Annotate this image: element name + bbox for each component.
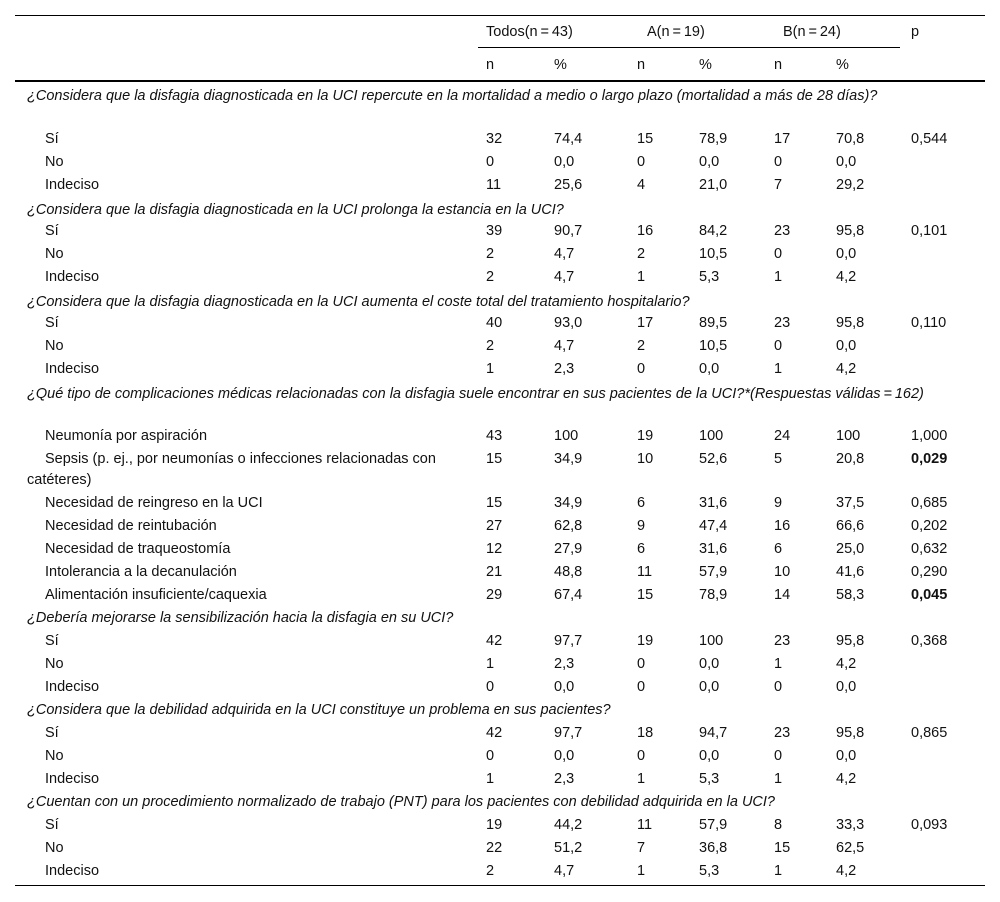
count-cell: 24 xyxy=(774,428,791,444)
question-text: ¿Considera que la debilidad adquirida en la UCI constituye un problema en sus pacientes? xyxy=(27,702,611,718)
percent-cell: 97,7 xyxy=(554,725,583,741)
percent-cell: 36,8 xyxy=(699,840,728,856)
percent-cell: 84,2 xyxy=(699,223,728,239)
count-cell: 6 xyxy=(637,495,646,511)
count-cell: 10 xyxy=(637,451,654,467)
percent-cell: 25,0 xyxy=(836,541,865,557)
count-cell: 1 xyxy=(486,361,495,377)
count-cell: 0 xyxy=(774,748,783,764)
percent-cell: 44,2 xyxy=(554,817,583,833)
count-cell: 1 xyxy=(637,269,646,285)
subheader-pct: % xyxy=(699,57,712,73)
count-cell: 17 xyxy=(637,315,654,331)
percent-cell: 4,2 xyxy=(836,269,857,285)
p-value-cell: 0,544 xyxy=(911,131,948,147)
percent-cell: 95,8 xyxy=(836,633,865,649)
percent-cell: 0,0 xyxy=(836,338,857,354)
count-cell: 2 xyxy=(486,338,495,354)
p-value-cell: 0,110 xyxy=(911,315,947,331)
percent-cell: 58,3 xyxy=(836,587,865,603)
count-cell: 0 xyxy=(774,154,783,170)
percent-cell: 100 xyxy=(554,428,579,444)
percent-cell: 52,6 xyxy=(699,451,728,467)
percent-cell: 94,7 xyxy=(699,725,728,741)
p-value-cell: 0,202 xyxy=(911,518,948,534)
count-cell: 10 xyxy=(774,564,791,580)
percent-cell: 89,5 xyxy=(699,315,728,331)
percent-cell: 95,8 xyxy=(836,725,865,741)
p-value-cell: 1,000 xyxy=(911,428,948,444)
row-label: Necesidad de reintubación xyxy=(45,518,217,534)
p-value-cell: 0,368 xyxy=(911,633,948,649)
percent-cell: 33,3 xyxy=(836,817,865,833)
row-label: No xyxy=(45,154,64,170)
subheader-pct: % xyxy=(554,57,567,73)
percent-cell: 31,6 xyxy=(699,495,728,511)
percent-cell: 4,7 xyxy=(554,338,575,354)
row-label: Sí xyxy=(45,817,59,833)
count-cell: 15 xyxy=(774,840,791,856)
percent-cell: 78,9 xyxy=(699,131,728,147)
row-label: No xyxy=(45,656,64,672)
count-cell: 42 xyxy=(486,633,503,649)
percent-cell: 29,2 xyxy=(836,177,865,193)
count-cell: 2 xyxy=(637,338,646,354)
percent-cell: 10,5 xyxy=(699,338,728,354)
count-cell: 0 xyxy=(486,154,495,170)
count-cell: 42 xyxy=(486,725,503,741)
row-label: No xyxy=(45,748,64,764)
count-cell: 11 xyxy=(637,817,653,833)
percent-cell: 20,8 xyxy=(836,451,865,467)
count-cell: 6 xyxy=(637,541,646,557)
header-rule xyxy=(15,80,985,82)
count-cell: 9 xyxy=(774,495,783,511)
percent-cell: 41,6 xyxy=(836,564,865,580)
count-cell: 0 xyxy=(637,154,646,170)
bottom-rule xyxy=(15,885,985,886)
percent-cell: 5,3 xyxy=(699,771,720,787)
percent-cell: 25,6 xyxy=(554,177,583,193)
subheader-n: n xyxy=(637,57,646,73)
p-value-cell: 0,045 xyxy=(911,587,948,603)
p-value-cell: 0,101 xyxy=(911,223,948,239)
percent-cell: 0,0 xyxy=(699,679,720,695)
group-underline xyxy=(478,47,900,48)
count-cell: 39 xyxy=(486,223,503,239)
question-text: ¿Debería mejorarse la sensibilización hacia la disfagia en su UCI? xyxy=(27,610,454,626)
percent-cell: 0,0 xyxy=(836,154,857,170)
count-cell: 2 xyxy=(486,246,495,262)
percent-cell: 2,3 xyxy=(554,656,575,672)
group-header-a: A(n = 19) xyxy=(647,24,705,40)
question-text: ¿Considera que la disfagia diagnosticada en la UCI repercute en la mortalidad a medio o largo plazo (mortalidad a más de 28 días)? xyxy=(27,88,878,104)
percent-cell: 2,3 xyxy=(554,771,575,787)
group-header-todos: Todos(n = 43) xyxy=(486,24,573,40)
row-label: Neumonía por aspiración xyxy=(45,428,208,444)
percent-cell: 4,7 xyxy=(554,269,575,285)
count-cell: 4 xyxy=(637,177,646,193)
top-rule xyxy=(15,15,985,16)
row-label: Indeciso xyxy=(45,771,100,787)
subheader-pct: % xyxy=(836,57,849,73)
percent-cell: 0,0 xyxy=(554,748,575,764)
count-cell: 9 xyxy=(637,518,646,534)
percent-cell: 37,5 xyxy=(836,495,865,511)
count-cell: 16 xyxy=(637,223,654,239)
percent-cell: 67,4 xyxy=(554,587,583,603)
question-text: ¿Qué tipo de complicaciones médicas relacionadas con la disfagia suele encontrar en sus pacientes de la UCI?*(Respuestas válidas = 162) xyxy=(27,386,924,402)
count-cell: 19 xyxy=(637,633,654,649)
count-cell: 16 xyxy=(774,518,791,534)
count-cell: 1 xyxy=(486,771,495,787)
count-cell: 11 xyxy=(637,564,653,580)
percent-cell: 5,3 xyxy=(699,863,720,879)
row-label: Alimentación insuficiente/caquexia xyxy=(45,587,267,603)
percent-cell: 0,0 xyxy=(836,246,857,262)
row-label: Indeciso xyxy=(45,863,100,879)
percent-cell: 90,7 xyxy=(554,223,583,239)
count-cell: 2 xyxy=(637,246,646,262)
count-cell: 1 xyxy=(774,269,783,285)
row-label: No xyxy=(45,338,64,354)
count-cell: 0 xyxy=(774,338,783,354)
count-cell: 15 xyxy=(486,495,503,511)
percent-cell: 34,9 xyxy=(554,451,583,467)
percent-cell: 4,7 xyxy=(554,863,575,879)
row-label: Sí xyxy=(45,633,59,649)
count-cell: 0 xyxy=(637,361,646,377)
question-text: ¿Cuentan con un procedimiento normalizado de trabajo (PNT) para los pacientes con debilidad adquirida en la UCI? xyxy=(27,794,775,810)
percent-cell: 0,0 xyxy=(836,748,857,764)
subheader-n: n xyxy=(774,57,783,73)
percent-cell: 27,9 xyxy=(554,541,583,557)
count-cell: 1 xyxy=(637,863,646,879)
percent-cell: 31,6 xyxy=(699,541,728,557)
count-cell: 18 xyxy=(637,725,654,741)
percent-cell: 4,2 xyxy=(836,863,857,879)
question-text: ¿Considera que la disfagia diagnosticada en la UCI prolonga la estancia en la UCI? xyxy=(27,202,564,218)
percent-cell: 0,0 xyxy=(554,679,575,695)
count-cell: 6 xyxy=(774,541,783,557)
p-value-cell: 0,290 xyxy=(911,564,948,580)
percent-cell: 21,0 xyxy=(699,177,728,193)
p-value-cell: 0,632 xyxy=(911,541,948,557)
count-cell: 15 xyxy=(637,587,654,603)
count-cell: 0 xyxy=(637,656,646,672)
percent-cell: 2,3 xyxy=(554,361,575,377)
row-label: Indeciso xyxy=(45,177,100,193)
count-cell: 2 xyxy=(486,863,495,879)
percent-cell: 47,4 xyxy=(699,518,728,534)
percent-cell: 78,9 xyxy=(699,587,728,603)
count-cell: 1 xyxy=(774,863,783,879)
percent-cell: 4,7 xyxy=(554,246,575,262)
count-cell: 17 xyxy=(774,131,791,147)
percent-cell: 0,0 xyxy=(836,679,857,695)
percent-cell: 4,2 xyxy=(836,656,857,672)
count-cell: 27 xyxy=(486,518,503,534)
percent-cell: 100 xyxy=(836,428,861,444)
count-cell: 2 xyxy=(486,269,495,285)
percent-cell: 0,0 xyxy=(699,656,720,672)
count-cell: 32 xyxy=(486,131,503,147)
percent-cell: 0,0 xyxy=(554,154,575,170)
percent-cell: 4,2 xyxy=(836,361,857,377)
count-cell: 11 xyxy=(486,177,502,193)
count-cell: 23 xyxy=(774,633,791,649)
percent-cell: 51,2 xyxy=(554,840,583,856)
percent-cell: 95,8 xyxy=(836,223,865,239)
count-cell: 0 xyxy=(774,246,783,262)
row-label: Indeciso xyxy=(45,269,100,285)
count-cell: 1 xyxy=(774,771,783,787)
count-cell: 0 xyxy=(774,679,783,695)
count-cell: 21 xyxy=(486,564,503,580)
percent-cell: 10,5 xyxy=(699,246,728,262)
count-cell: 8 xyxy=(774,817,783,833)
row-label: No xyxy=(45,246,64,262)
count-cell: 1 xyxy=(486,656,495,672)
count-cell: 22 xyxy=(486,840,503,856)
row-label: No xyxy=(45,840,64,856)
count-cell: 19 xyxy=(637,428,654,444)
count-cell: 0 xyxy=(486,748,495,764)
percent-cell: 100 xyxy=(699,428,724,444)
question-text: ¿Considera que la disfagia diagnosticada en la UCI aumenta el coste total del tratamiento hospitalario? xyxy=(27,294,690,310)
percent-cell: 0,0 xyxy=(699,748,720,764)
count-cell: 0 xyxy=(486,679,495,695)
percent-cell: 62,8 xyxy=(554,518,583,534)
row-label: Sí xyxy=(45,131,59,147)
row-label: Necesidad de reingreso en la UCI xyxy=(45,495,263,511)
percent-cell: 93,0 xyxy=(554,315,583,331)
percent-cell: 95,8 xyxy=(836,315,865,331)
percent-cell: 0,0 xyxy=(699,361,720,377)
count-cell: 1 xyxy=(637,771,646,787)
row-label: Sí xyxy=(45,223,59,239)
row-label: Intolerancia a la decanulación xyxy=(45,564,237,580)
percent-cell: 48,8 xyxy=(554,564,583,580)
row-label: Indeciso xyxy=(45,361,100,377)
count-cell: 0 xyxy=(637,679,646,695)
p-value-cell: 0,685 xyxy=(911,495,948,511)
percent-cell: 62,5 xyxy=(836,840,865,856)
row-label: Necesidad de traqueostomía xyxy=(45,541,231,557)
percent-cell: 5,3 xyxy=(699,269,720,285)
count-cell: 23 xyxy=(774,223,791,239)
p-value-cell: 0,865 xyxy=(911,725,948,741)
percent-cell: 34,9 xyxy=(554,495,583,511)
count-cell: 23 xyxy=(774,315,791,331)
percent-cell: 4,2 xyxy=(836,771,857,787)
count-cell: 12 xyxy=(486,541,503,557)
count-cell: 5 xyxy=(774,451,783,467)
count-cell: 19 xyxy=(486,817,503,833)
count-cell: 29 xyxy=(486,587,503,603)
count-cell: 0 xyxy=(637,748,646,764)
count-cell: 40 xyxy=(486,315,503,331)
percent-cell: 100 xyxy=(699,633,724,649)
count-cell: 23 xyxy=(774,725,791,741)
subheader-n: n xyxy=(486,57,495,73)
p-header: p xyxy=(911,24,920,40)
count-cell: 1 xyxy=(774,361,783,377)
p-value-cell: 0,029 xyxy=(911,451,948,467)
percent-cell: 97,7 xyxy=(554,633,583,649)
count-cell: 7 xyxy=(774,177,783,193)
row-label: Indeciso xyxy=(45,679,100,695)
group-header-b: B(n = 24) xyxy=(783,24,841,40)
count-cell: 15 xyxy=(486,451,503,467)
percent-cell: 66,6 xyxy=(836,518,865,534)
count-cell: 14 xyxy=(774,587,791,603)
percent-cell: 57,9 xyxy=(699,817,728,833)
count-cell: 43 xyxy=(486,428,503,444)
count-cell: 15 xyxy=(637,131,654,147)
row-label: Sí xyxy=(45,725,59,741)
percent-cell: 57,9 xyxy=(699,564,728,580)
percent-cell: 0,0 xyxy=(699,154,720,170)
percent-cell: 74,4 xyxy=(554,131,583,147)
p-value-cell: 0,093 xyxy=(911,817,948,833)
row-label: Sí xyxy=(45,315,59,331)
count-cell: 1 xyxy=(774,656,783,672)
row-label: Sepsis (p. ej., por neumonías o infecciones relacionadas con catéteres) xyxy=(27,451,436,488)
percent-cell: 70,8 xyxy=(836,131,865,147)
count-cell: 7 xyxy=(637,840,646,856)
